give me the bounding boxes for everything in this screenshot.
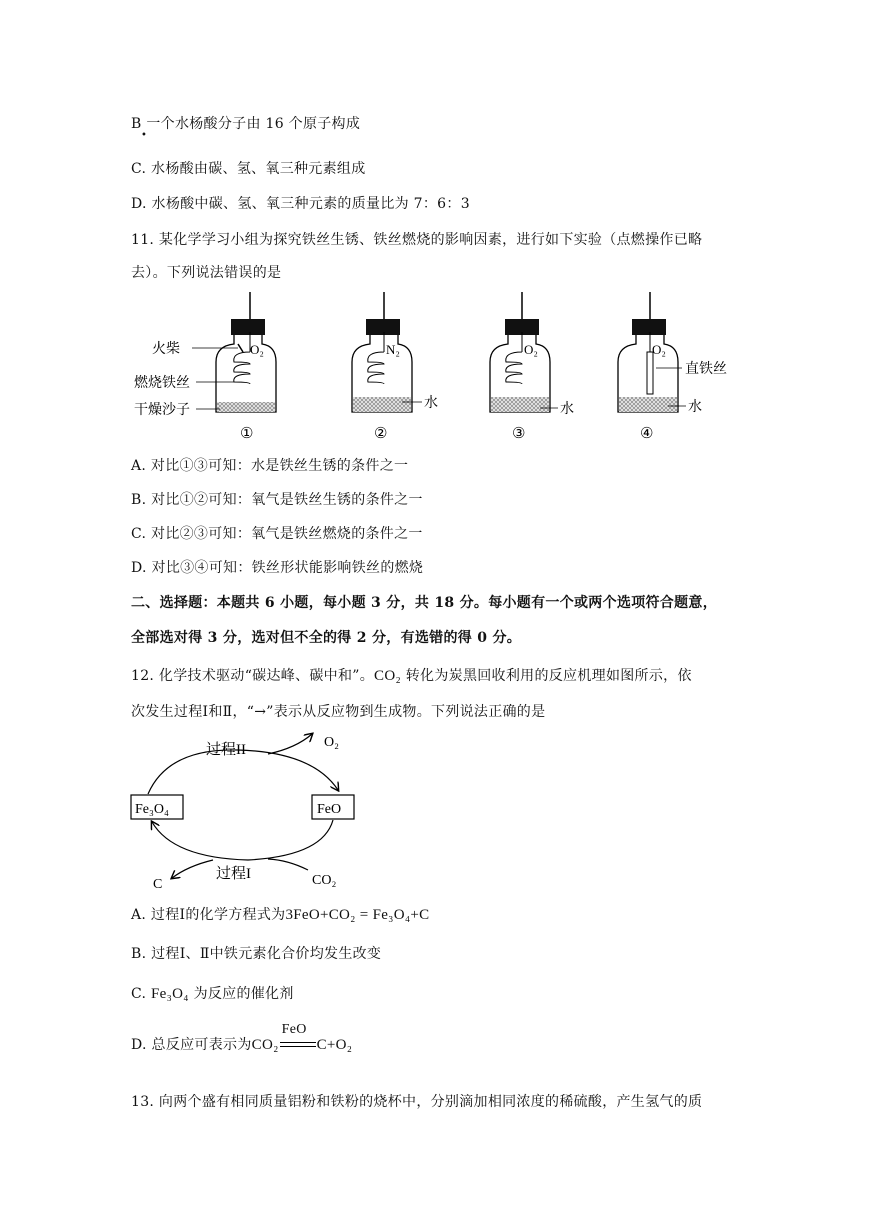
gas-label-3: O₂ (524, 342, 538, 357)
gas-label-1: O₂ (250, 342, 264, 357)
bottle-1 (134, 292, 276, 442)
q12-option-a-text: A. 过程Ⅰ的化学方程式为 (131, 907, 286, 923)
label-match: 火柴 (152, 341, 180, 357)
label-process-1: 过程I (216, 866, 251, 882)
label-dry-sand: 干燥沙子 (134, 402, 190, 418)
q12-stem-line2: 次发生过程Ⅰ和Ⅱ，“→”表示从反应物到生成物。下列说法正确的是 (131, 704, 546, 720)
q11-option-b: B. 对比①②可知：氧气是铁丝生锈的条件之一 (131, 492, 423, 508)
q12-stem-text-b: 转化为炭黑回收利用的反应机理如图所示，依 (401, 668, 692, 684)
q13-stem-line1: 13. 向两个盛有相同质量铝粉和铁粉的烧杯中，分别滴加相同浓度的稀硫酸，产生氢气的质 (131, 1094, 703, 1110)
label-c: C (153, 877, 163, 892)
q11-option-d: D. 对比③④可知：铁丝形状能影响铁丝的燃烧 (131, 560, 424, 576)
gas-label-4: O₂ (652, 342, 666, 357)
box-fe3o4: Fe₃O₄ (135, 802, 169, 817)
bottle-number-3: ③ (512, 424, 526, 442)
label-burning-wire: 燃烧铁丝 (134, 375, 190, 391)
q12-option-b: B. 过程Ⅰ、Ⅱ中铁元素化合价均发生改变 (131, 946, 382, 962)
q12-stem-text-a: 12. 化学技术驱动“碳达峰、碳中和”。 (131, 668, 375, 684)
q12-option-d-left: CO₂ (251, 1037, 279, 1053)
label-water-4: 水 (688, 399, 702, 415)
q12-option-c-suffix: 为反应的催化剂 (188, 986, 294, 1002)
q11-option-c: C. 对比②③可知：氧气是铁丝燃烧的条件之一 (131, 526, 423, 542)
label-water-2: 水 (424, 395, 438, 411)
q12-option-c (131, 983, 294, 1003)
label-process-2: 过程II (206, 742, 246, 758)
q12-option-d-text: D. 总反应可表示为 (131, 1037, 252, 1053)
q10-option-c: C. 水杨酸由碳、氢、氧三种元素组成 (131, 161, 366, 177)
q10-option-d: D. 水杨酸中碳、氢、氧三种元素的质量比为 7：6：3 (131, 196, 470, 212)
label-o2: O₂ (324, 735, 339, 750)
iron-experiment-figure (130, 292, 730, 442)
label-water-3: 水 (560, 401, 574, 417)
q11-option-a: A. 对比①③可知：水是铁丝生锈的条件之一 (131, 458, 409, 474)
q11-stem-line1: 11. 某化学学习小组为探究铁丝生锈、铁丝燃烧的影响因素，进行如下实验（点燃操作已略 (131, 232, 703, 248)
bottle-3 (490, 292, 574, 442)
box-feo: FeO (317, 802, 342, 817)
emphasis-dot: • (141, 130, 147, 141)
bottle-4 (618, 292, 727, 442)
q12-option-c-prefix: C. (131, 986, 152, 1002)
q12-option-d (131, 1022, 353, 1054)
label-co2: CO₂ (312, 873, 337, 888)
q12-option-d-right: C+O₂ (316, 1037, 353, 1053)
section2-line1: 二、选择题：本题共 6 小题，每小题 3 分，共 18 分。每小题有一个或两个选项符合题意， (131, 595, 718, 611)
label-straight-wire: 直铁丝 (685, 361, 727, 377)
bottle-number-2: ② (374, 424, 388, 442)
gas-label-2: N₂ (386, 342, 400, 357)
q12-option-a-formula: 3FeO+CO₂ = Fe₃O₄+C (285, 907, 430, 923)
section2-line2: 全部选对得 3 分，选对但不全的得 2 分，有选错的得 0 分。 (131, 630, 522, 646)
q12-option-a (131, 904, 429, 924)
bottle-number-4: ④ (640, 424, 654, 442)
bottle-2 (352, 292, 438, 442)
q11-stem-line2: 去）。下列说法错误的是 (131, 265, 282, 281)
q12-stem-line1 (131, 665, 692, 685)
q10-option-b: B 一个水杨酸分子由 16 个原子构成 (131, 116, 361, 132)
q12-stem-co2: CO₂ (374, 668, 401, 684)
reaction-cycle-diagram (128, 728, 368, 893)
q12-option-d-equals (279, 1022, 317, 1052)
q12-option-c-formula: Fe₃O₄ (151, 986, 189, 1002)
bottle-number-1: ① (240, 424, 254, 442)
q12-option-d-condition: FeO (281, 1022, 307, 1037)
